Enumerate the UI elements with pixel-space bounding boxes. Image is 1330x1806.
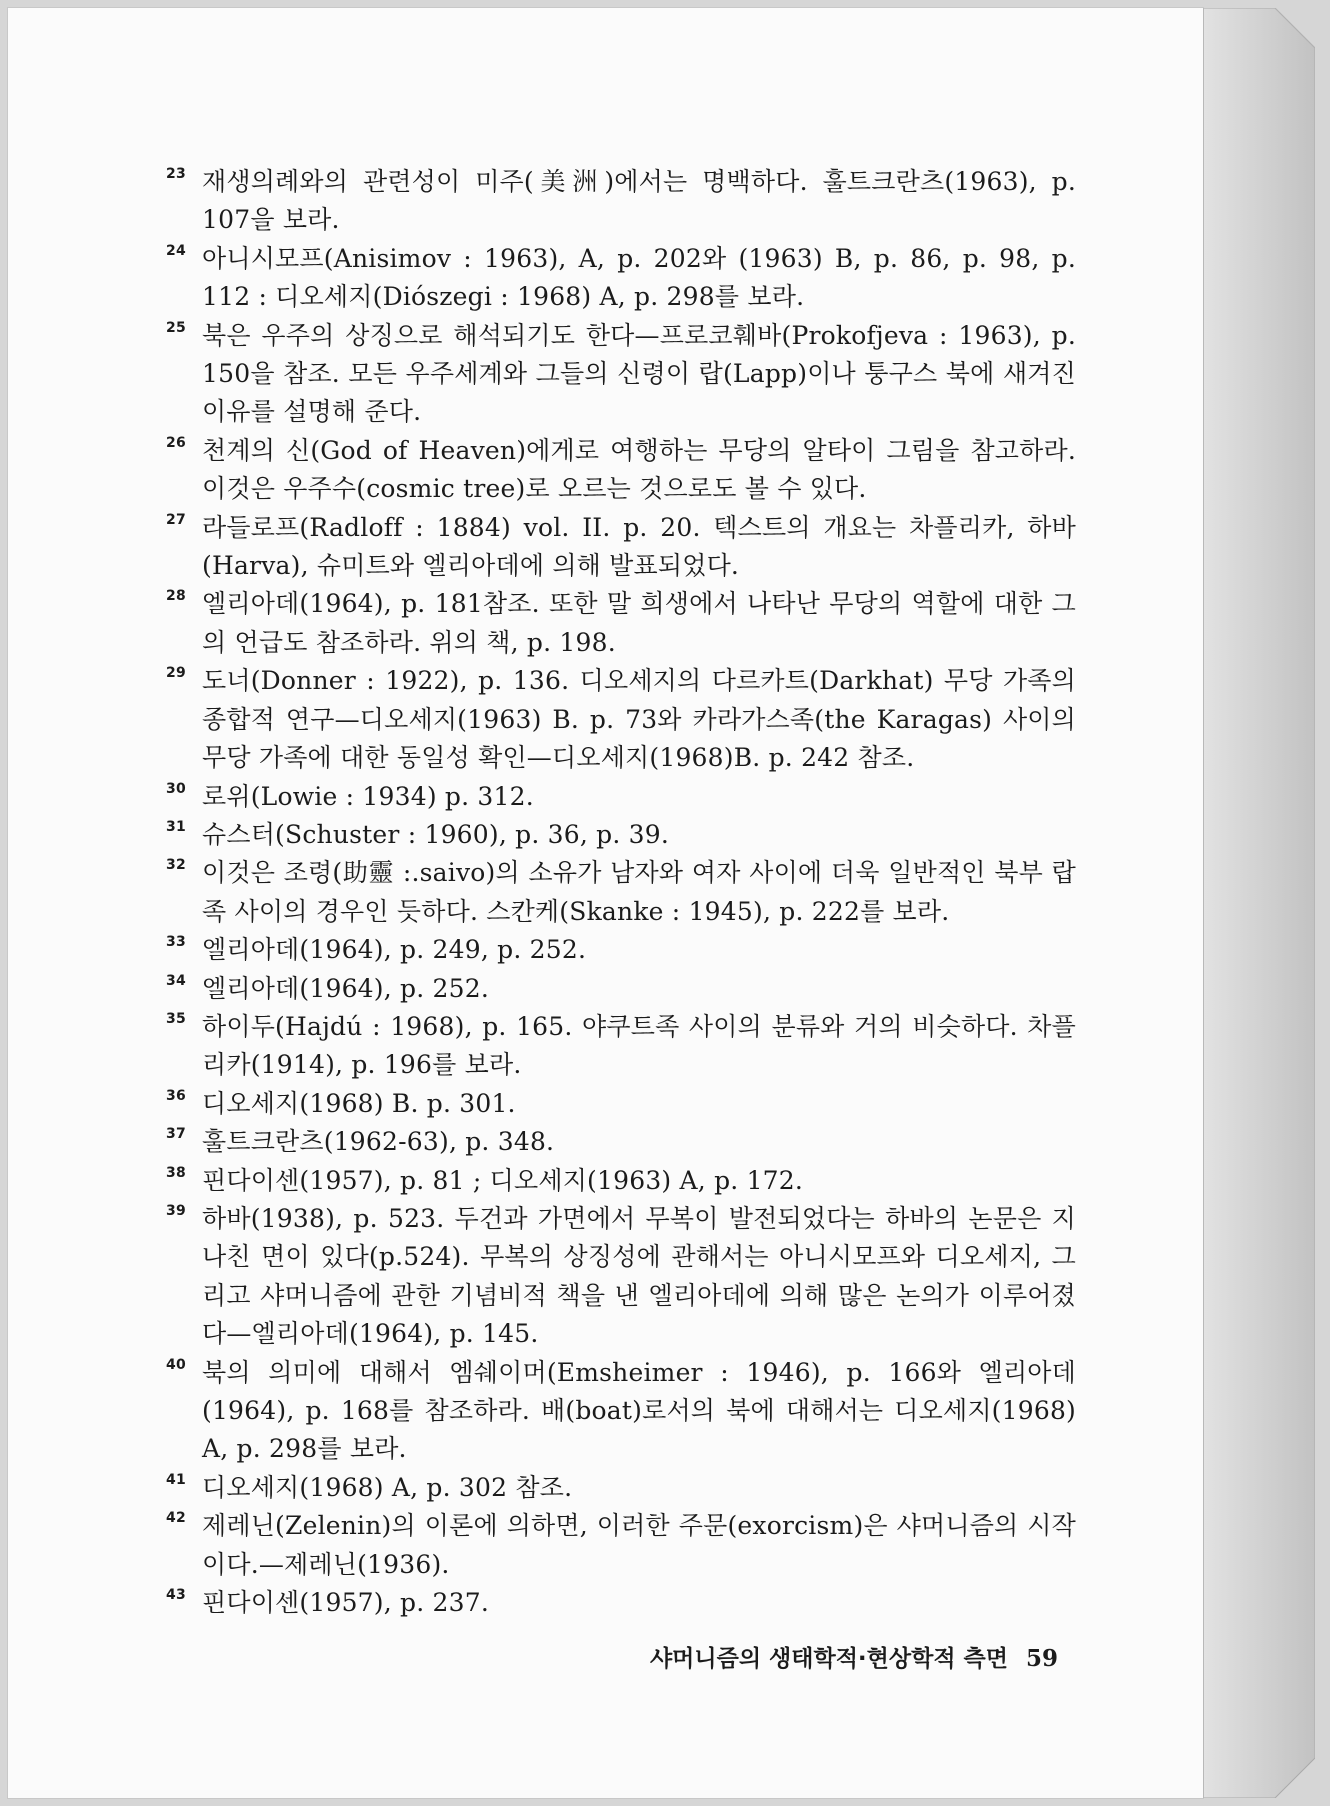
running-title: 샤머니즘의 생태학적·현상학적 측면	[649, 1646, 1008, 1672]
footnote-text: 로위(Lowie : 1934) p. 312.	[202, 781, 534, 811]
footnote-text: 하이두(Hajdú : 1968), p. 165. 야쿠트족 사이의 분류와 거의 비슷하다. 차플리카(1914), p. 196를 보라.	[202, 1011, 1076, 1080]
footnote-number: 25	[166, 319, 186, 336]
footnote-text: 핀다이센(1957), p. 81 ; 디오세지(1963) A, p. 172.	[202, 1165, 804, 1195]
footnote-text: 라들로프(Radloff : 1884) vol. II. p. 20. 텍스트의 개요는 차플리카, 하바(Harva), 슈미트와 엘리아데에 의해 발표되었다.	[202, 512, 1076, 581]
footnote-number: 27	[166, 511, 186, 528]
footnote	[166, 1123, 1076, 1161]
footnote-number: 40	[166, 1356, 186, 1373]
footnote-number: 33	[166, 934, 186, 951]
page-number: 59	[1025, 1645, 1058, 1672]
footnote-number: 30	[166, 780, 186, 797]
footnote-text: 엘리아데(1964), p. 181참조. 또한 말 희생에서 나타난 무당의 역할에 대한 그의 언급도 참조하라. 위의 책, p. 198.	[202, 589, 1076, 657]
footnote-text: 북은 우주의 상징으로 해석되기도 한다—프로코훼바(Prokofjeva : 1963), p. 150을 참조. 모든 우주세계와 그들의 신령이 랍(Lapp)이나 퉁구스 북에 새겨진 이유를 설명해 준다.	[202, 320, 1076, 427]
page-footer	[568, 1640, 1058, 1673]
footnote	[166, 778, 1076, 816]
footnote	[166, 509, 1076, 586]
footnote-list	[166, 163, 1076, 1622]
footnote-text: 제레닌(Zelenin)의 이론에 의하면, 이러한 주문(exorcism)은 샤머니즘의 시작이다.—제레닌(1936).	[202, 1511, 1076, 1579]
footnote	[166, 163, 1076, 240]
footnote-text: 천계의 신(God of Heaven)에게로 여행하는 무당의 알타이 그림을 참고하라. 이것은 우주수(cosmic tree)로 오르는 것으로도 볼 수 있다.	[202, 435, 1076, 504]
footnote	[166, 662, 1076, 777]
footnote	[166, 1507, 1076, 1584]
footnote-text: 북의 의미에 대해서 엠쉐이머(Emsheimer : 1946), p. 166와 엘리아데(1964), p. 168를 참조하라. 배(boat)로서의 북에 대해서는 디오세지(1968) A, p. 298를 보라.	[202, 1357, 1076, 1464]
footnote-number: 28	[166, 588, 186, 605]
footnote-number: 24	[166, 242, 186, 259]
footnote	[166, 854, 1076, 931]
footnote-number: 23	[166, 166, 186, 182]
footnote-number: 38	[166, 1164, 186, 1181]
page-edge-graphic	[1203, 8, 1315, 1798]
footnote-number: 37	[166, 1126, 186, 1143]
footnote-text: 훌트크란츠(1962-63), p. 348.	[202, 1127, 555, 1157]
footnote	[166, 1200, 1076, 1354]
footnote-text: 도너(Donner : 1922), p. 136. 디오세지의 다르카트(Darkhat) 무당 가족의 종합적 연구—디오세지(1963) B. p. 73와 카라가스족(the Karagas) 사이의 무당 가족에 대한 동일성 확인—디오세지(1968)B. p. 242 참조.	[202, 666, 1076, 773]
footnote-text: 이것은 조령(助靈 :.saivo)의 소유가 남자와 여자 사이에 더욱 일반적인 북부 랍 족 사이의 경우인 듯하다. 스칸케(Skanke : 1945), p. 222를 보라.	[202, 858, 1076, 926]
footnote-number: 39	[166, 1202, 186, 1219]
book-page	[8, 8, 1203, 1798]
footnote	[166, 1162, 1076, 1200]
footnote-text: 핀다이센(1957), p. 237.	[202, 1588, 489, 1618]
footnote	[166, 432, 1076, 509]
footnote	[166, 1008, 1076, 1085]
footnote-text: 슈스터(Schuster : 1960), p. 36, p. 39.	[202, 819, 669, 849]
page-edge-shading	[1203, 8, 1315, 1798]
footnote-number: 42	[166, 1510, 186, 1527]
footnote	[166, 1584, 1076, 1622]
footnote-number: 32	[166, 857, 186, 874]
footnote-number: 26	[166, 434, 186, 451]
footnote-number: 35	[166, 1010, 186, 1027]
footnote	[166, 931, 1076, 969]
footnote-text: 엘리아데(1964), p. 249, p. 252.	[202, 935, 587, 965]
footnote-number: 34	[166, 972, 186, 989]
footnote-text: 디오세지(1968) B. p. 301.	[202, 1088, 516, 1118]
footnote	[166, 585, 1076, 662]
footnote-number: 41	[166, 1471, 186, 1488]
footnote-number: 36	[166, 1087, 186, 1104]
footnote	[166, 317, 1076, 432]
footnote-number: 43	[166, 1587, 186, 1604]
footnote	[166, 1085, 1076, 1123]
footnote	[166, 1469, 1076, 1507]
footnote-text: 하바(1938), p. 523. 두건과 가면에서 무복이 발전되었다는 하바의 논문은 지나친 면이 있다(p.524). 무복의 상징성에 관해서는 아니시모프와 디오세지, 그리고 샤머니즘에 관한 기념비적 책을 낸 엘리아데에 의해 많은 논의가 이루어졌다—엘리아데(1964), p. 145.	[202, 1203, 1076, 1349]
footnote	[166, 970, 1076, 1008]
footnote-text: 디오세지(1968) A, p. 302 참조.	[202, 1472, 573, 1502]
footnote-number: 29	[166, 665, 186, 682]
footnote	[166, 816, 1076, 854]
footnote-text: 재생의례와의 관련성이 미주(美洲)에서는 명백하다. 훌트크란츠(1963), p. 107을 보라.	[202, 167, 1076, 235]
footnote	[166, 240, 1076, 317]
footnote-text: 엘리아데(1964), p. 252.	[202, 973, 489, 1003]
footnote	[166, 1354, 1076, 1469]
footnote-text: 아니시모프(Anisimov : 1963), A, p. 202와 (1963) B, p. 86, p. 98, p. 112 : 디오세지(Diószegi : 1968) A, p. 298를 보라.	[202, 243, 1076, 312]
footnote-number: 31	[166, 818, 186, 835]
